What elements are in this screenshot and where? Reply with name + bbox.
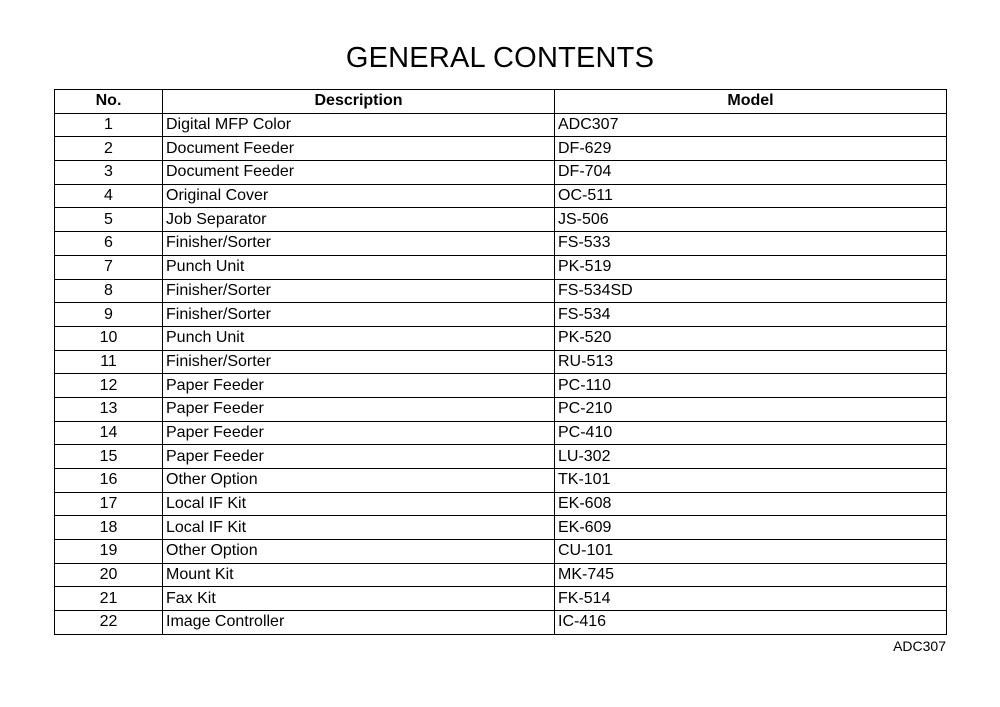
cell-model: LU-302 (555, 445, 947, 469)
header-row (55, 90, 947, 114)
cell-model: PK-519 (555, 255, 947, 279)
cell-no: 10 (55, 326, 163, 350)
cell-no: 19 (55, 540, 163, 564)
cell-no: 18 (55, 516, 163, 540)
cell-description: Punch Unit (163, 255, 555, 279)
cell-no: 4 (55, 184, 163, 208)
table-row (55, 587, 947, 611)
cell-no: 12 (55, 374, 163, 398)
cell-description: Local IF Kit (163, 492, 555, 516)
table-row (55, 469, 947, 493)
cell-model: RU-513 (555, 350, 947, 374)
cell-no: 11 (55, 350, 163, 374)
cell-description: Paper Feeder (163, 397, 555, 421)
cell-model: ADC307 (555, 113, 947, 137)
cell-description: Paper Feeder (163, 374, 555, 398)
cell-no: 16 (55, 469, 163, 493)
table-body (55, 113, 947, 634)
cell-no: 17 (55, 492, 163, 516)
table-row (55, 563, 947, 587)
table-row (55, 611, 947, 635)
cell-no: 5 (55, 208, 163, 232)
cell-description: Original Cover (163, 184, 555, 208)
table-row (55, 208, 947, 232)
cell-description: Digital MFP Color (163, 113, 555, 137)
column-header-no: No. (55, 90, 163, 114)
cell-no: 7 (55, 255, 163, 279)
cell-model: IC-416 (555, 611, 947, 635)
table-row (55, 232, 947, 256)
table-row (55, 350, 947, 374)
cell-description: Local IF Kit (163, 516, 555, 540)
table-row (55, 161, 947, 185)
cell-model: PC-210 (555, 397, 947, 421)
cell-description: Paper Feeder (163, 421, 555, 445)
table-row (55, 303, 947, 327)
cell-description: Finisher/Sorter (163, 350, 555, 374)
cell-model: PK-520 (555, 326, 947, 350)
cell-model: JS-506 (555, 208, 947, 232)
table-row (55, 492, 947, 516)
cell-description: Other Option (163, 469, 555, 493)
cell-description: Punch Unit (163, 326, 555, 350)
cell-model: TK-101 (555, 469, 947, 493)
column-header-model: Model (555, 90, 947, 114)
cell-description: Document Feeder (163, 137, 555, 161)
cell-no: 15 (55, 445, 163, 469)
cell-model: DF-629 (555, 137, 947, 161)
column-header-description: Description (163, 90, 555, 114)
contents-table (54, 89, 947, 635)
cell-no: 20 (55, 563, 163, 587)
cell-model: OC-511 (555, 184, 947, 208)
table-row (55, 113, 947, 137)
cell-model: FS-533 (555, 232, 947, 256)
cell-no: 8 (55, 279, 163, 303)
table-row (55, 137, 947, 161)
cell-model: MK-745 (555, 563, 947, 587)
cell-description: Finisher/Sorter (163, 232, 555, 256)
cell-description: Other Option (163, 540, 555, 564)
cell-description: Paper Feeder (163, 445, 555, 469)
cell-model: EK-608 (555, 492, 947, 516)
table-row (55, 326, 947, 350)
table-row (55, 184, 947, 208)
cell-no: 13 (55, 397, 163, 421)
page-title: GENERAL CONTENTS (345, 42, 655, 74)
table-row (55, 397, 947, 421)
cell-no: 22 (55, 611, 163, 635)
cell-no: 14 (55, 421, 163, 445)
table-row (55, 279, 947, 303)
cell-description: Job Separator (163, 208, 555, 232)
cell-no: 1 (55, 113, 163, 137)
cell-no: 21 (55, 587, 163, 611)
cell-description: Image Controller (163, 611, 555, 635)
cell-no: 9 (55, 303, 163, 327)
table-header (55, 90, 947, 114)
table-row (55, 374, 947, 398)
cell-no: 6 (55, 232, 163, 256)
cell-model: PC-110 (555, 374, 947, 398)
cell-model: CU-101 (555, 540, 947, 564)
cell-model: EK-609 (555, 516, 947, 540)
cell-no: 2 (55, 137, 163, 161)
table-row (55, 516, 947, 540)
cell-description: Document Feeder (163, 161, 555, 185)
table-row (55, 255, 947, 279)
cell-model: FS-534 (555, 303, 947, 327)
document-code: ADC307 (893, 638, 946, 654)
table-row (55, 540, 947, 564)
cell-description: Finisher/Sorter (163, 303, 555, 327)
table-row (55, 445, 947, 469)
table-row (55, 421, 947, 445)
cell-model: FS-534SD (555, 279, 947, 303)
cell-description: Finisher/Sorter (163, 279, 555, 303)
cell-model: PC-410 (555, 421, 947, 445)
cell-model: DF-704 (555, 161, 947, 185)
cell-description: Mount Kit (163, 563, 555, 587)
cell-description: Fax Kit (163, 587, 555, 611)
cell-no: 3 (55, 161, 163, 185)
cell-model: FK-514 (555, 587, 947, 611)
